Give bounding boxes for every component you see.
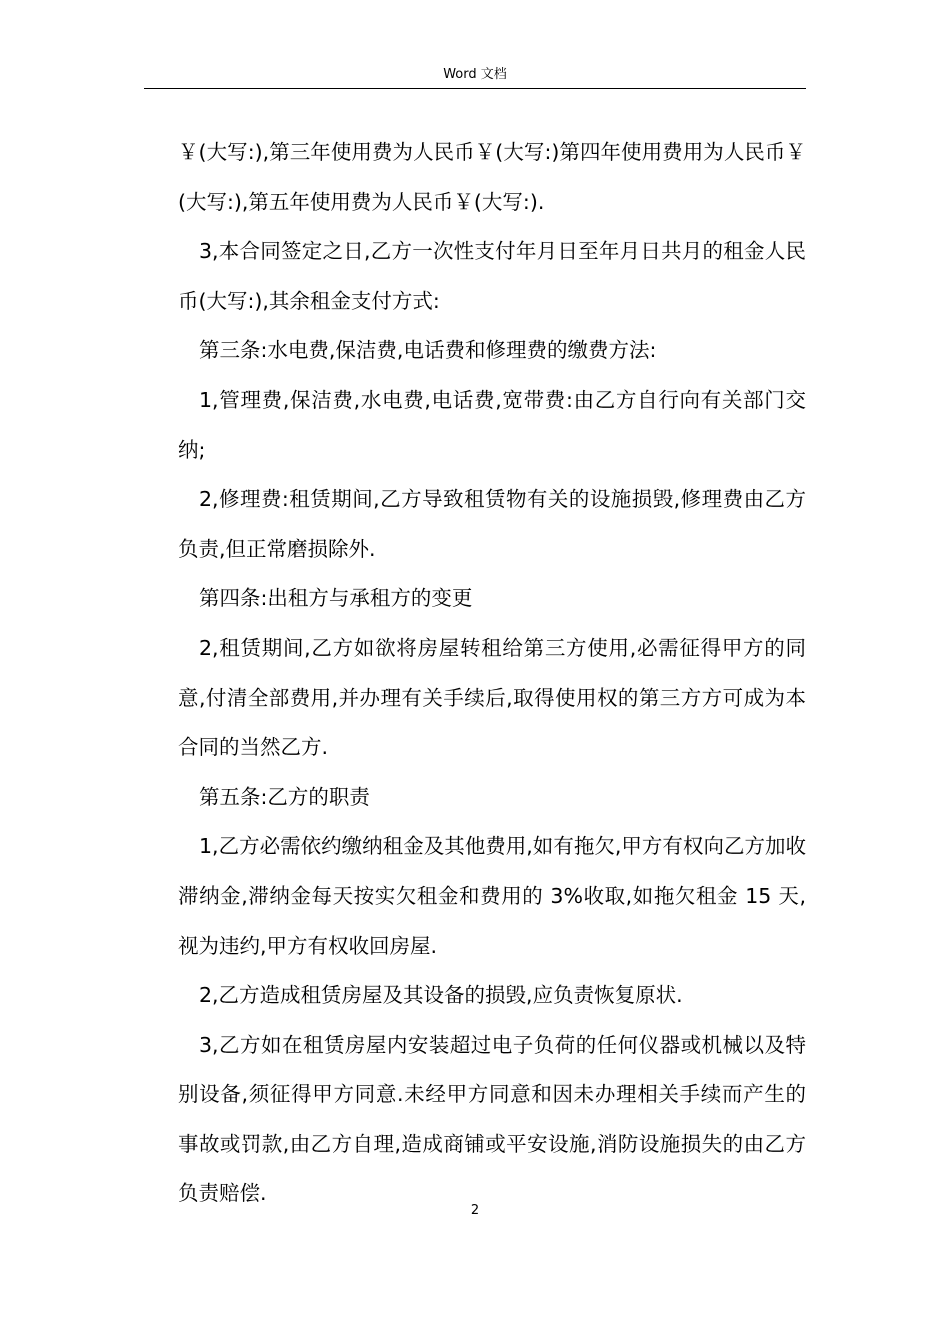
paragraph-sublease: 2,租赁期间,乙方如欲将房屋转租给第三方使用,必需征得甲方的同意,付清全部费用,并办理有关手续后,取得使用权的第三方方可成为本合同的当然乙方. — [178, 635, 806, 760]
paragraph-damage: 2,乙方造成租赁房屋及其设备的损毁,应负责恢复原状. — [199, 983, 683, 1008]
paragraph-equipment: 3,乙方如在租赁房屋内安装超过电子负荷的任何仪器或机械以及特别设备,须征得甲方同意.未经甲方同意和因未办理相关手续而产生的事故或罚款,由乙方自理,造成商铺或平安设施,消防设施损失的由乙方负责赔偿. — [178, 1032, 806, 1206]
heading-article-5: 第五条:乙方的职责 — [199, 784, 370, 809]
document-body — [178, 128, 806, 1219]
paragraph-repair-fee: 2,修理费:租赁期间,乙方导致租赁物有关的设施损毁,修理费由乙方负责,但正常磨损除外. — [178, 487, 806, 561]
header-divider — [144, 88, 806, 89]
heading-article-4: 第四条:出租方与承租方的变更 — [199, 586, 473, 611]
page-number: 2 — [470, 1203, 480, 1218]
paragraph-rent-payment: 3,本合同签定之日,乙方一次性支付年月日至年月日共月的租金人民币(大写:),其余租金支付方式: — [178, 239, 806, 313]
paragraph-late-fee: 1,乙方必需依约缴纳租金及其他费用,如有拖欠,甲方有权向乙方加收滞纳金,滞纳金每天按实欠租金和费用的 3%收取,如拖欠租金 15 天,视为违约,甲方有权收回房屋. — [178, 834, 806, 958]
paragraph-fees: 1,管理费,保洁费,水电费,电话费,宽带费:由乙方自行向有关部门交纳; — [178, 387, 806, 462]
heading-article-3: 第三条:水电费,保洁费,电话费和修理费的缴费方法: — [199, 338, 657, 363]
paragraph-rent-years: ￥(大写:),第三年使用费为人民币￥(大写:)第四年使用费用为人民币￥(大写:),第五年使用费为人民币￥(大写:). — [178, 140, 806, 214]
page-header: Word 文档 — [443, 67, 507, 82]
